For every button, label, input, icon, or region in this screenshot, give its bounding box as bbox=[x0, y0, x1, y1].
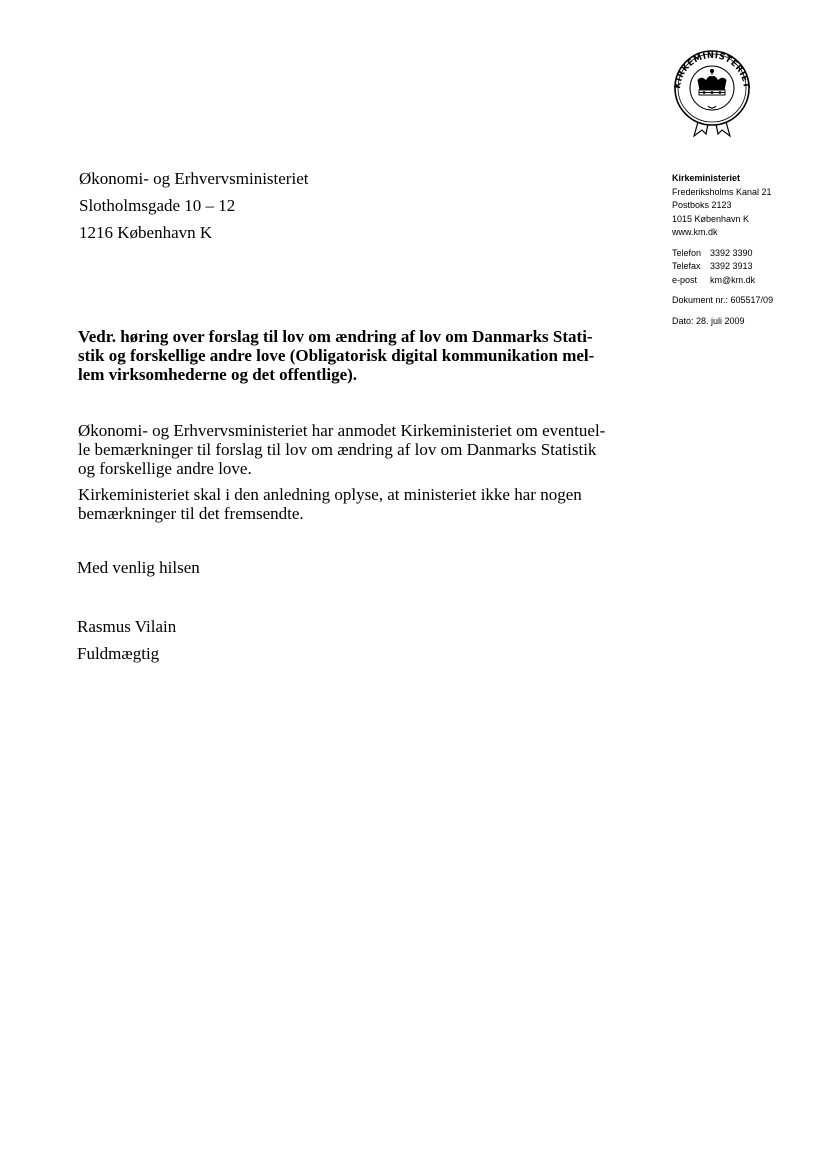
signer-name: Rasmus Vilain bbox=[77, 617, 177, 636]
fax-value: 3392 3913 bbox=[710, 261, 753, 271]
signer-block bbox=[77, 613, 176, 667]
signer-title: Fuldmægtig bbox=[77, 644, 160, 663]
sender-phone-row bbox=[672, 247, 812, 261]
letter-subject bbox=[78, 327, 618, 384]
letter-body bbox=[78, 421, 638, 523]
subject-line: Vedr. høring over forslag til lov om ændring af lov om Danmarks Stati- bbox=[78, 327, 593, 346]
subject-line: stik og forskellige andre love (Obligatorisk digital kommunikation mel- bbox=[78, 346, 595, 365]
sender-info bbox=[672, 172, 812, 328]
sender-pobox: Postboks 2123 bbox=[672, 200, 732, 210]
phone-value: 3392 3390 bbox=[710, 247, 753, 258]
letter-date: Dato: 28. juli 2009 bbox=[672, 315, 745, 326]
crown-seal-icon bbox=[664, 44, 760, 140]
body-line: og forskellige andre love. bbox=[78, 459, 252, 478]
sender-email-row bbox=[672, 274, 812, 288]
body-paragraph-1 bbox=[78, 421, 638, 478]
email-label: e-post bbox=[672, 274, 698, 285]
document-number: Dokument nr.: 605517/09 bbox=[672, 295, 774, 305]
sender-street: Frederiksholms Kanal 21 bbox=[672, 186, 772, 197]
sender-name: Kirkeministeriet bbox=[672, 173, 741, 183]
recipient-street: Slotholmsgade 10 – 12 bbox=[79, 196, 236, 215]
body-line: le bemærkninger til forslag til lov om ændring af lov om Danmarks Statistik bbox=[78, 440, 597, 459]
recipient-city: 1216 København K bbox=[79, 223, 213, 242]
body-line: Kirkeministeriet skal i den anledning oplyse, at ministeriet ikke har nogen bbox=[78, 485, 582, 504]
body-paragraph-2 bbox=[78, 485, 638, 523]
subject-line: lem virksomhederne og det offentlige). bbox=[78, 365, 358, 384]
recipient-name: Økonomi- og Erhvervsministeriet bbox=[79, 169, 309, 188]
ministry-seal-logo bbox=[664, 44, 760, 140]
svg-text:KIRKEMINISTERIET: KIRKEMINISTERIET bbox=[671, 49, 753, 90]
letter-closing: Med venlig hilsen bbox=[77, 558, 200, 577]
recipient-address bbox=[79, 165, 499, 246]
body-line: bemærkninger til det fremsendte. bbox=[78, 504, 304, 523]
body-line: Økonomi- og Erhvervsministeriet har anmodet Kirkeministeriet om eventuel- bbox=[78, 421, 606, 440]
sender-fax-row bbox=[672, 260, 812, 274]
sender-city: 1015 København K bbox=[672, 213, 750, 224]
phone-label: Telefon bbox=[672, 247, 702, 258]
email-value: km@km.dk bbox=[710, 274, 756, 285]
fax-label: Telefax bbox=[672, 261, 701, 271]
sender-website: www.km.dk bbox=[672, 227, 718, 237]
